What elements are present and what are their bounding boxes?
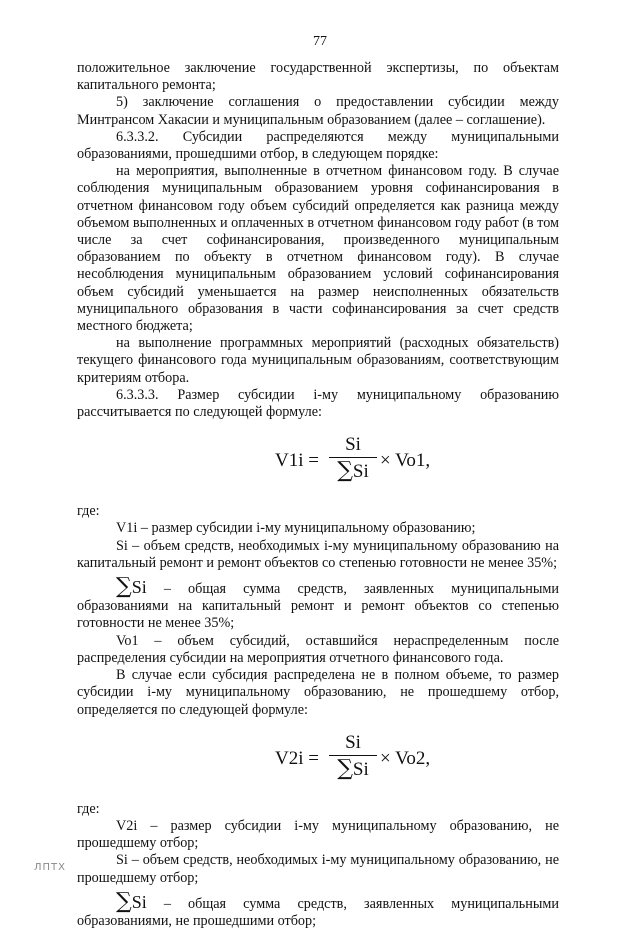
word: общая (188, 581, 227, 598)
where-label: где: (77, 503, 100, 520)
paragraph: 6.3.3.3. Размер субсидии i-му муниципальному образованию рассчитывается по следующей формуле: (77, 386, 559, 421)
formula-numerator: Si (345, 434, 361, 456)
sum-symbol (116, 888, 147, 914)
word: муниципальными (451, 895, 559, 912)
word: – (163, 895, 171, 912)
formula-denominator-text: Si (352, 461, 369, 483)
scan-mark: ЛПТХ (34, 862, 66, 873)
formula-fraction (329, 731, 377, 783)
sigma-symbol: ∑ (116, 888, 132, 914)
page-number: 77 (313, 34, 327, 49)
paragraph: В случае если субсидия распределена не в полном объеме, то размер субсидии i-му муниципальному образованию, не прошедшему отбор, определяется по следующей формуле: (77, 667, 559, 718)
formula-lhs: V2i = (275, 747, 319, 769)
paragraph: 6.3.3.2. Субсидии распределяются между муниципальными образованиями, прошедшими отбор, в следующем порядке: (77, 128, 559, 163)
formula-lhs: V1i = (275, 450, 319, 472)
paragraph: 5) заключение соглашения о предоставлении субсидии между Минтрансом Хакасии и муниципальным образованием (далее – соглашение). (77, 94, 559, 128)
formula-rhs: × Vo2, (380, 747, 431, 769)
formula-denominator (329, 756, 377, 783)
word: сумма (243, 581, 281, 598)
sum-definition-line (77, 574, 559, 600)
paragraph: на выполнение программных мероприятий (расходных обязательств) текущего финансового года муниципальным образованиям, соответствующим критериям отбора. (77, 335, 559, 386)
definition: Vo1 – объем субсидий, оставшийся нераспределенным после распределения субсидии на мероприятия отчетного финансового года. (77, 632, 559, 666)
sigma-symbol: ∑ (337, 755, 353, 781)
formula-rhs: × Vo1, (380, 450, 431, 472)
word: сумма (243, 895, 281, 912)
word: заявленных (364, 581, 435, 598)
word: заявленных (364, 895, 435, 912)
sum-symbol (116, 574, 147, 600)
definition: Si – объем средств, необходимых i-му муниципальному образованию, не прошедшему отбор; (77, 852, 559, 886)
formula-denominator (329, 458, 377, 485)
word: средств, (297, 581, 347, 598)
where-label: где: (77, 800, 100, 817)
formula-fraction (329, 433, 377, 485)
word: – (163, 581, 171, 598)
paragraph: на мероприятия, выполненные в отчетном финансовом году. В случае соблюдения муниципальным образованием уровня софинансирования в отчетном финансовом году объем субсидий определяется как разница между объемом выполненных и оплаченных в отчетном финансовом году работ (в том числе за счет софинансирования, произведенного муниципальным образованием по объекту в отчетном финансовом году). В случае несоблюдения муниципальным образованием условий софинансирования объем субсидий уменьшается на размер неисполненных обязательств муниципального образования в части софинансирования за счет средств местного бюджета; (77, 163, 559, 335)
definition: V1i – размер субсидии i-му муниципальному образованию; (116, 520, 476, 537)
word: муниципальными (451, 581, 559, 598)
sigma-symbol: ∑ (116, 574, 132, 600)
sigma-symbol: ∑ (337, 458, 353, 484)
definition: Si – объем средств, необходимых i-му муниципальному образованию на капитальный ремонт и ремонт объектов со степенью готовности не менее 35%; (77, 537, 559, 571)
definition-continued: образованиями на капитальный ремонт и ремонт объектов со степенью готовности не менее 35%; (77, 598, 559, 632)
document-body (77, 60, 559, 930)
definition-continued: образованиями, не прошедшими отбор; (77, 912, 317, 929)
formula-v2i (77, 731, 559, 793)
formula-v1i (77, 433, 559, 495)
sum-definition-line (77, 888, 559, 914)
sum-symbol-text: Si (131, 891, 147, 912)
formula-numerator: Si (345, 731, 361, 753)
word: средств, (297, 895, 347, 912)
word: общая (188, 895, 227, 912)
definition: V2i – размер субсидии i-му муниципальному образованию, не прошедшему отбор; (77, 817, 559, 852)
formula-denominator-text: Si (352, 758, 369, 780)
sum-symbol-text: Si (131, 577, 147, 598)
paragraph: положительное заключение государственной экспертизы, по объектам капитального ремонта; (77, 60, 559, 94)
